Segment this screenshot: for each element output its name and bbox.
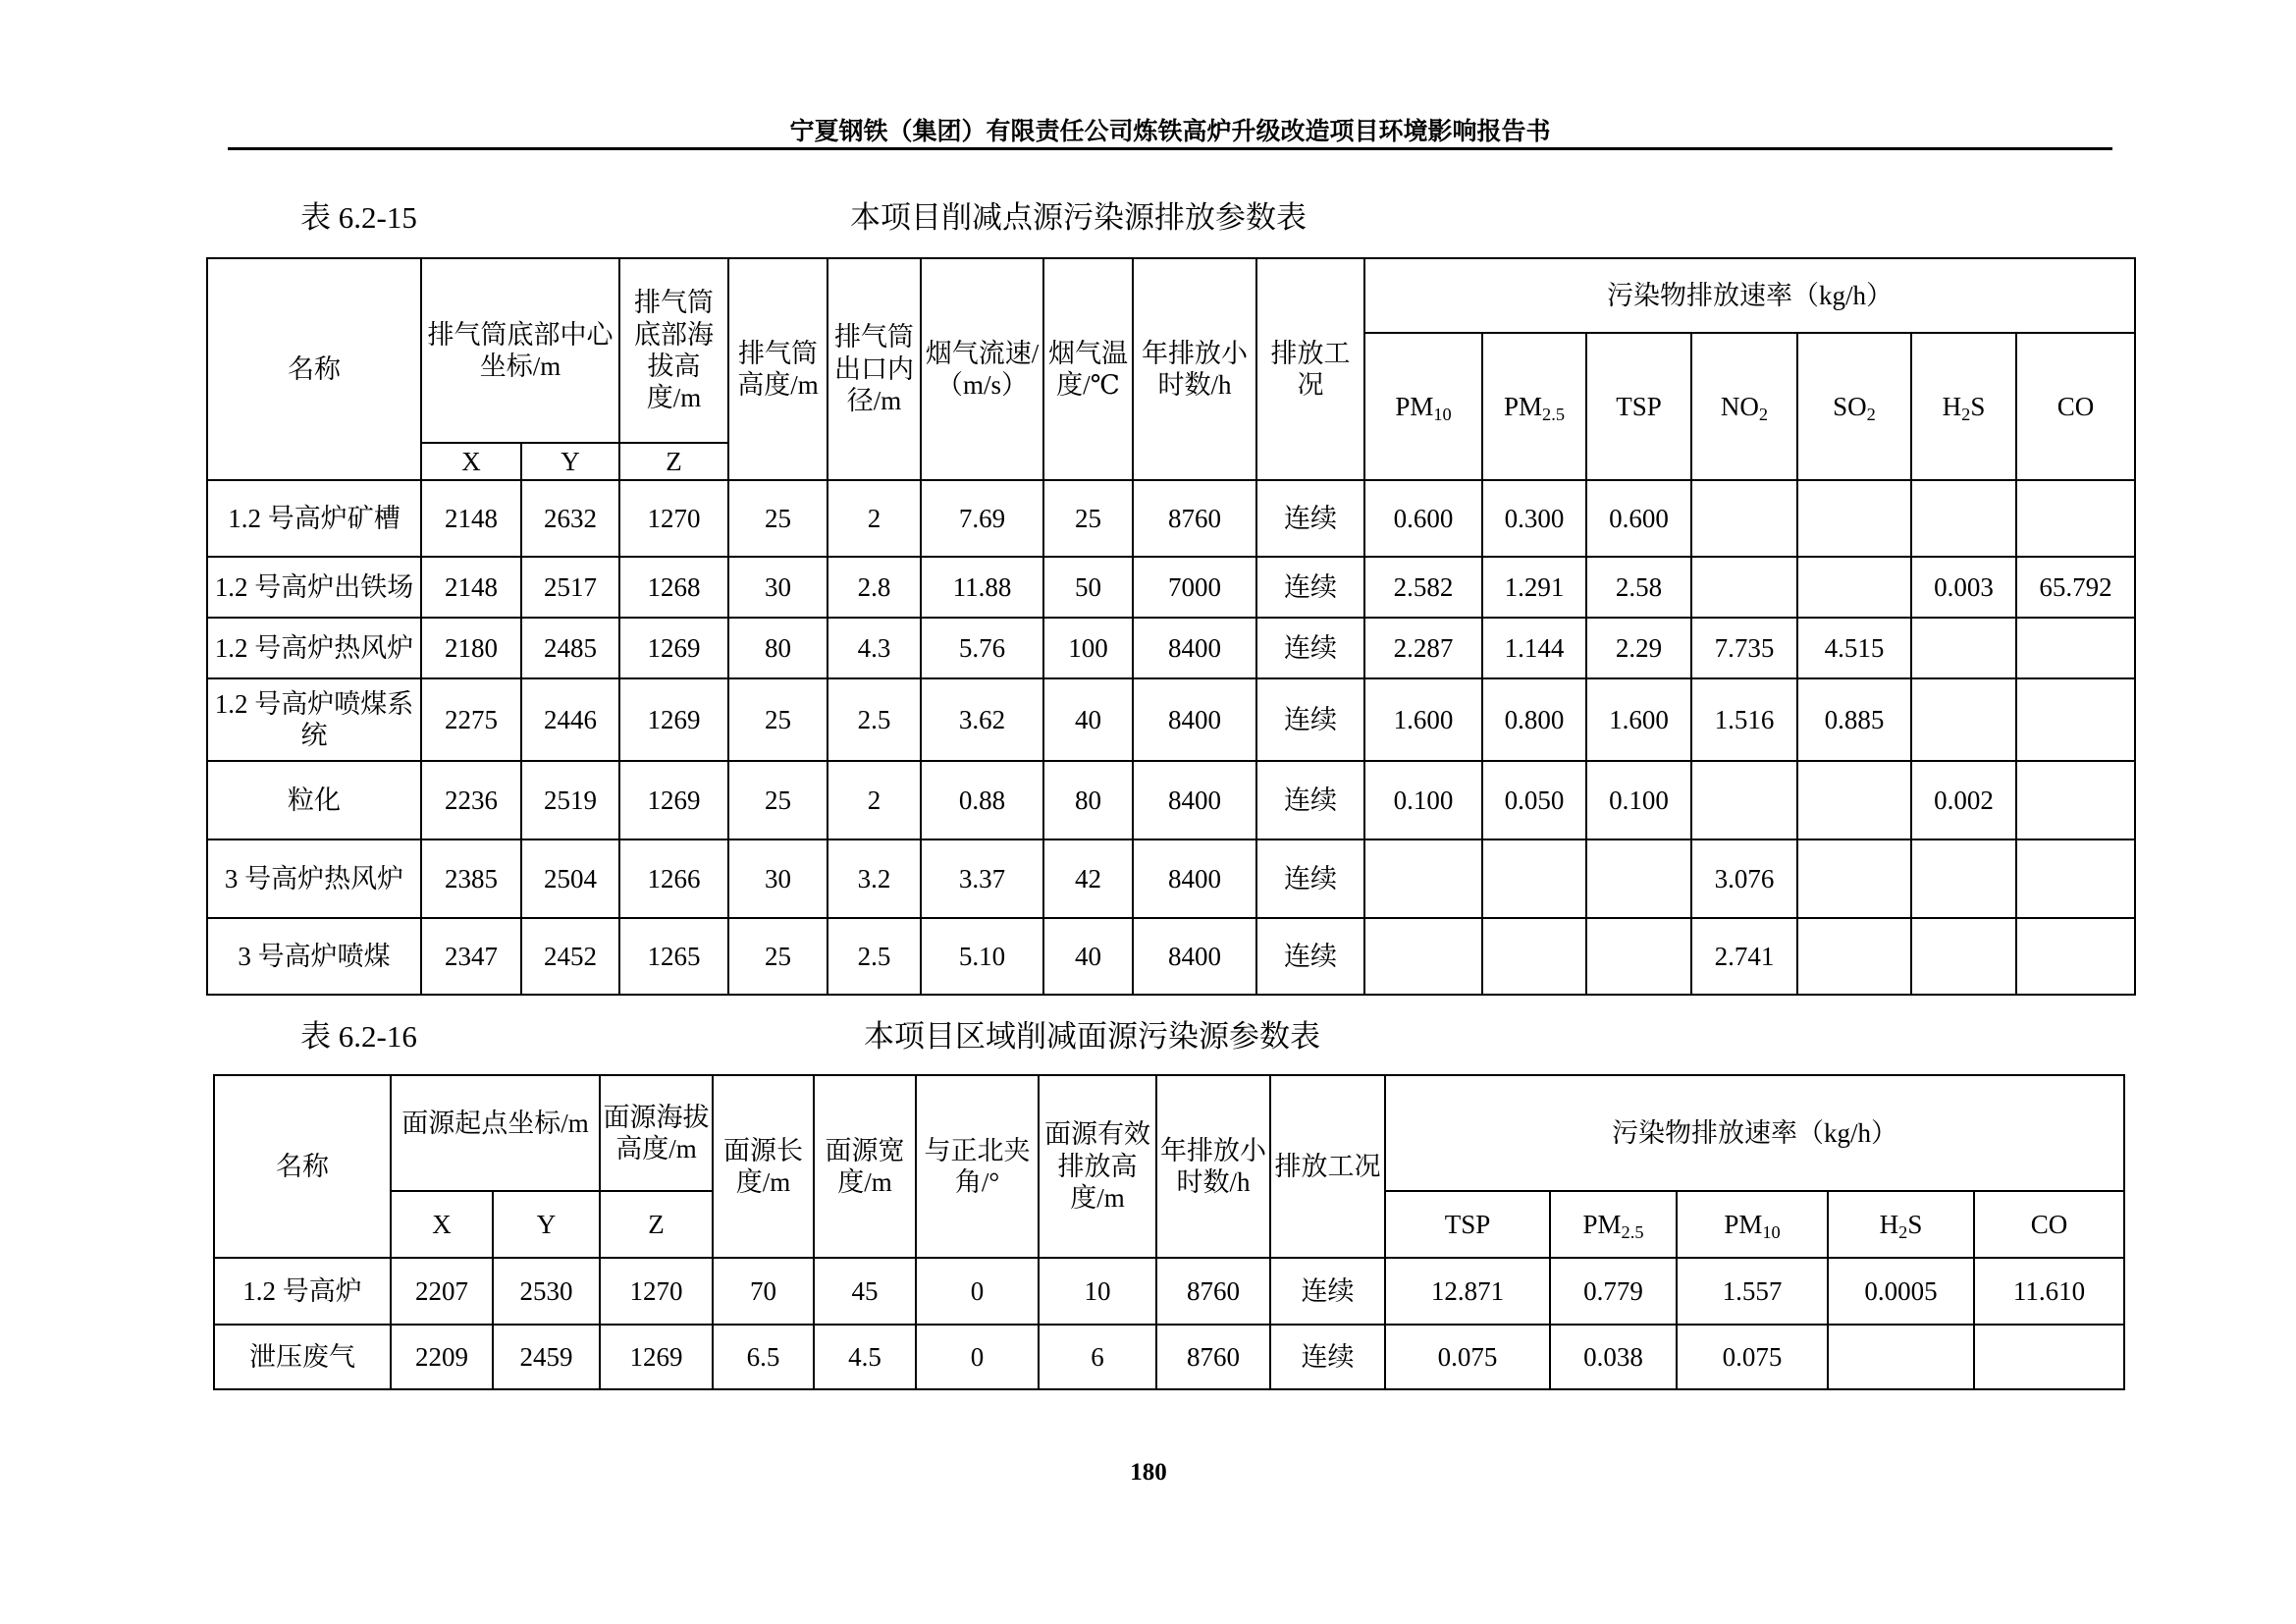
header-co: CO xyxy=(1974,1191,2124,1258)
cell-hours: 8760 xyxy=(1156,1325,1270,1389)
cell-no2 xyxy=(1691,480,1797,557)
cell-x: 2148 xyxy=(421,480,521,557)
cell-so2: 0.885 xyxy=(1797,678,1911,761)
cell-diameter: 2 xyxy=(828,761,921,839)
header-divider xyxy=(228,147,2112,150)
cell-co: 65.792 xyxy=(2016,557,2135,618)
cell-h2s xyxy=(1911,618,2016,678)
cell-z: 1266 xyxy=(619,839,728,918)
cell-x: 2385 xyxy=(421,839,521,918)
cell-tsp: 0.075 xyxy=(1385,1325,1550,1389)
cell-pm25: 0.779 xyxy=(1550,1258,1677,1325)
header-no2 xyxy=(1691,333,1797,480)
header-y: Y xyxy=(521,443,619,480)
cell-length: 70 xyxy=(713,1258,814,1325)
cell-pm10: 0.600 xyxy=(1364,480,1482,557)
cell-pm10: 2.582 xyxy=(1364,557,1482,618)
cell-pm10: 2.287 xyxy=(1364,618,1482,678)
header-co: CO xyxy=(2016,333,2135,480)
area-source-table xyxy=(213,1074,2125,1390)
cell-diameter: 2.8 xyxy=(828,557,921,618)
header-so2-sub: 2 xyxy=(1866,404,1876,424)
cell-hours: 8400 xyxy=(1133,918,1256,995)
header-elevation: 面源海拔高度/m xyxy=(600,1075,713,1191)
cell-condition: 连续 xyxy=(1256,839,1364,918)
header-h2s-base: H xyxy=(1942,391,1962,421)
cell-height: 25 xyxy=(728,761,828,839)
cell-h2s xyxy=(1911,678,2016,761)
cell-height: 80 xyxy=(728,618,828,678)
cell-condition: 连续 xyxy=(1256,678,1364,761)
cell-hours: 7000 xyxy=(1133,557,1256,618)
cell-hours: 8400 xyxy=(1133,839,1256,918)
table-row xyxy=(207,918,2135,995)
document-header-title: 宁夏钢铁（集团）有限责任公司炼铁高炉升级改造项目环境影响报告书 xyxy=(789,117,1551,145)
cell-pm10 xyxy=(1364,918,1482,995)
table-row xyxy=(207,678,2135,761)
table2-title: 本项目区域削减面源污染源参数表 xyxy=(864,1019,1320,1054)
header-pm25-base: PM xyxy=(1504,391,1543,421)
cell-tsp: 1.600 xyxy=(1586,678,1691,761)
cell-tsp: 0.600 xyxy=(1586,480,1691,557)
cell-h2s: 0.002 xyxy=(1911,761,2016,839)
cell-co xyxy=(2016,678,2135,761)
cell-no2: 1.516 xyxy=(1691,678,1797,761)
header-pm10-sub: 10 xyxy=(1433,404,1452,424)
cell-height: 30 xyxy=(728,839,828,918)
cell-so2: 4.515 xyxy=(1797,618,1911,678)
header-so2 xyxy=(1797,333,1911,480)
header-so2-base: SO xyxy=(1833,391,1867,421)
cell-temperature: 100 xyxy=(1043,618,1133,678)
header-pm25 xyxy=(1550,1191,1677,1258)
cell-velocity: 5.10 xyxy=(921,918,1043,995)
cell-x: 2209 xyxy=(391,1325,493,1389)
cell-h2s xyxy=(1828,1325,1974,1389)
cell-x: 2275 xyxy=(421,678,521,761)
cell-co xyxy=(2016,918,2135,995)
cell-temperature: 42 xyxy=(1043,839,1133,918)
header-annual-hours: 年排放小时数/h xyxy=(1133,258,1256,480)
cell-hours: 8760 xyxy=(1156,1258,1270,1325)
cell-so2 xyxy=(1797,761,1911,839)
cell-pm25 xyxy=(1482,918,1586,995)
cell-x: 2207 xyxy=(391,1258,493,1325)
header-elevation: 排气筒底部海拔高度/m xyxy=(619,258,728,443)
cell-tsp xyxy=(1586,839,1691,918)
cell-pm25: 0.038 xyxy=(1550,1325,1677,1389)
header-y: Y xyxy=(493,1191,600,1258)
cell-h2s xyxy=(1911,480,2016,557)
cell-y: 2446 xyxy=(521,678,619,761)
header-pm25-sub: 2.5 xyxy=(1542,404,1565,424)
cell-temperature: 40 xyxy=(1043,678,1133,761)
cell-y: 2504 xyxy=(521,839,619,918)
cell-so2 xyxy=(1797,918,1911,995)
header-length: 面源长度/m xyxy=(713,1075,814,1258)
cell-tsp: 2.29 xyxy=(1586,618,1691,678)
header-effective-height: 面源有效排放高度/m xyxy=(1039,1075,1156,1258)
cell-h2s xyxy=(1911,918,2016,995)
cell-no2: 3.076 xyxy=(1691,839,1797,918)
header-tsp: TSP xyxy=(1586,333,1691,480)
header-pm25-base: PM xyxy=(1582,1209,1622,1239)
cell-diameter: 3.2 xyxy=(828,839,921,918)
cell-condition: 连续 xyxy=(1270,1325,1385,1389)
header-coords: 排气筒底部中心坐标/m xyxy=(421,258,619,443)
table-row xyxy=(207,761,2135,839)
header-z: Z xyxy=(619,443,728,480)
header-emission-condition: 排放工况 xyxy=(1256,258,1364,480)
cell-height: 30 xyxy=(728,557,828,618)
cell-pm25: 1.144 xyxy=(1482,618,1586,678)
cell-name: 1.2 号高炉喷煤系统 xyxy=(207,678,421,761)
table-row xyxy=(214,1258,2124,1325)
cell-h2s: 0.003 xyxy=(1911,557,2016,618)
cell-tsp: 0.100 xyxy=(1586,761,1691,839)
cell-pm25: 0.050 xyxy=(1482,761,1586,839)
cell-pm10: 0.075 xyxy=(1677,1325,1828,1389)
cell-x: 2148 xyxy=(421,557,521,618)
cell-x: 2236 xyxy=(421,761,521,839)
cell-co xyxy=(2016,761,2135,839)
cell-hours: 8400 xyxy=(1133,761,1256,839)
cell-pm10: 1.600 xyxy=(1364,678,1482,761)
table2-number: 表 6.2-16 xyxy=(300,1019,417,1054)
cell-temperature: 50 xyxy=(1043,557,1133,618)
cell-name: 1.2 号高炉矿槽 xyxy=(207,480,421,557)
cell-y: 2452 xyxy=(521,918,619,995)
cell-tsp: 2.58 xyxy=(1586,557,1691,618)
header-pm25-sub: 2.5 xyxy=(1621,1221,1644,1242)
cell-condition: 连续 xyxy=(1256,557,1364,618)
header-pm10 xyxy=(1364,333,1482,480)
cell-co xyxy=(2016,480,2135,557)
cell-velocity: 7.69 xyxy=(921,480,1043,557)
header-width: 面源宽度/m xyxy=(814,1075,916,1258)
cell-so2 xyxy=(1797,557,1911,618)
cell-condition: 连续 xyxy=(1256,618,1364,678)
header-pm25 xyxy=(1482,333,1586,480)
cell-temperature: 25 xyxy=(1043,480,1133,557)
header-h2s-tail: S xyxy=(1970,391,1986,421)
cell-so2 xyxy=(1797,480,1911,557)
header-h2s-base: H xyxy=(1879,1209,1899,1239)
cell-tsp xyxy=(1586,918,1691,995)
cell-pm25: 0.300 xyxy=(1482,480,1586,557)
header-z: Z xyxy=(600,1191,713,1258)
cell-condition: 连续 xyxy=(1256,480,1364,557)
cell-velocity: 3.62 xyxy=(921,678,1043,761)
cell-pm10 xyxy=(1364,839,1482,918)
header-annual-hours: 年排放小时数/h xyxy=(1156,1075,1270,1258)
cell-z: 1269 xyxy=(619,618,728,678)
area-source-table-body xyxy=(214,1258,2124,1389)
cell-hours: 8400 xyxy=(1133,678,1256,761)
cell-velocity: 0.88 xyxy=(921,761,1043,839)
cell-hours: 8400 xyxy=(1133,618,1256,678)
cell-width: 45 xyxy=(814,1258,916,1325)
cell-co xyxy=(1974,1325,2124,1389)
cell-hours: 8760 xyxy=(1133,480,1256,557)
cell-angle: 0 xyxy=(916,1325,1039,1389)
cell-z: 1269 xyxy=(619,761,728,839)
cell-velocity: 5.76 xyxy=(921,618,1043,678)
cell-h2s xyxy=(1911,839,2016,918)
cell-z: 1270 xyxy=(619,480,728,557)
header-name: 名称 xyxy=(214,1075,391,1258)
cell-height: 25 xyxy=(728,480,828,557)
cell-pm25: 0.800 xyxy=(1482,678,1586,761)
header-tsp: TSP xyxy=(1385,1191,1550,1258)
cell-name: 1.2 号高炉热风炉 xyxy=(207,618,421,678)
table-row xyxy=(214,1325,2124,1389)
cell-name: 3 号高炉热风炉 xyxy=(207,839,421,918)
cell-name: 1.2 号高炉出铁场 xyxy=(207,557,421,618)
cell-name: 粒化 xyxy=(207,761,421,839)
table-row xyxy=(207,557,2135,618)
cell-diameter: 4.3 xyxy=(828,618,921,678)
header-stack-height: 排气筒高度/m xyxy=(728,258,828,480)
cell-co: 11.610 xyxy=(1974,1258,2124,1325)
cell-no2 xyxy=(1691,761,1797,839)
header-x: X xyxy=(421,443,521,480)
cell-height: 25 xyxy=(728,918,828,995)
cell-pm25 xyxy=(1482,839,1586,918)
table1-number: 表 6.2-15 xyxy=(300,200,417,235)
header-pm10-base: PM xyxy=(1724,1209,1763,1239)
header-pm10-base: PM xyxy=(1395,391,1434,421)
cell-name: 泄压废气 xyxy=(214,1325,391,1389)
cell-length: 6.5 xyxy=(713,1325,814,1389)
cell-width: 4.5 xyxy=(814,1325,916,1389)
cell-y: 2517 xyxy=(521,557,619,618)
cell-y: 2459 xyxy=(493,1325,600,1389)
header-pm10 xyxy=(1677,1191,1828,1258)
header-h2s-tail: S xyxy=(1907,1209,1923,1239)
header-coords: 面源起点坐标/m xyxy=(391,1075,600,1191)
header-x: X xyxy=(391,1191,493,1258)
header-h2s xyxy=(1911,333,2016,480)
cell-y: 2485 xyxy=(521,618,619,678)
header-north-angle: 与正北夹角/° xyxy=(916,1075,1039,1258)
cell-condition: 连续 xyxy=(1270,1258,1385,1325)
cell-pm10: 1.557 xyxy=(1677,1258,1828,1325)
point-source-table-body xyxy=(207,480,2135,995)
cell-so2 xyxy=(1797,839,1911,918)
header-stack-diameter: 排气筒出口内径/m xyxy=(828,258,921,480)
table-row xyxy=(207,480,2135,557)
cell-y: 2519 xyxy=(521,761,619,839)
cell-diameter: 2 xyxy=(828,480,921,557)
header-emission-condition: 排放工况 xyxy=(1270,1075,1385,1258)
cell-no2: 2.741 xyxy=(1691,918,1797,995)
cell-z: 1269 xyxy=(600,1325,713,1389)
cell-velocity: 3.37 xyxy=(921,839,1043,918)
cell-x: 2180 xyxy=(421,618,521,678)
cell-z: 1268 xyxy=(619,557,728,618)
cell-name: 1.2 号高炉 xyxy=(214,1258,391,1325)
cell-temperature: 40 xyxy=(1043,918,1133,995)
table1-title: 本项目削减点源污染源排放参数表 xyxy=(850,200,1307,235)
cell-condition: 连续 xyxy=(1256,918,1364,995)
cell-temperature: 80 xyxy=(1043,761,1133,839)
cell-pm10: 0.100 xyxy=(1364,761,1482,839)
header-no2-sub: 2 xyxy=(1758,404,1769,424)
cell-x: 2347 xyxy=(421,918,521,995)
cell-angle: 0 xyxy=(916,1258,1039,1325)
cell-name: 3 号高炉喷煤 xyxy=(207,918,421,995)
header-h2s-sub: 2 xyxy=(1898,1221,1908,1242)
header-emission-rate-group: 污染物排放速率（kg/h） xyxy=(1364,258,2135,333)
header-no2-base: NO xyxy=(1720,391,1759,421)
cell-pm25: 1.291 xyxy=(1482,557,1586,618)
cell-co xyxy=(2016,839,2135,918)
cell-height: 25 xyxy=(728,678,828,761)
header-h2s xyxy=(1828,1191,1974,1258)
page-number: 180 xyxy=(1130,1459,1167,1486)
header-flue-velocity: 烟气流速/（m/s） xyxy=(921,258,1043,480)
cell-z: 1269 xyxy=(619,678,728,761)
header-emission-rate-group: 污染物排放速率（kg/h） xyxy=(1385,1075,2124,1191)
cell-z: 1265 xyxy=(619,918,728,995)
header-flue-temperature: 烟气温度/℃ xyxy=(1043,258,1133,480)
header-name: 名称 xyxy=(207,258,421,480)
cell-y: 2632 xyxy=(521,480,619,557)
cell-h2s: 0.0005 xyxy=(1828,1258,1974,1325)
cell-effective-height: 10 xyxy=(1039,1258,1156,1325)
cell-tsp: 12.871 xyxy=(1385,1258,1550,1325)
cell-no2 xyxy=(1691,557,1797,618)
cell-no2: 7.735 xyxy=(1691,618,1797,678)
cell-y: 2530 xyxy=(493,1258,600,1325)
cell-z: 1270 xyxy=(600,1258,713,1325)
cell-effective-height: 6 xyxy=(1039,1325,1156,1389)
cell-diameter: 2.5 xyxy=(828,678,921,761)
table-row xyxy=(207,618,2135,678)
header-h2s-sub: 2 xyxy=(1961,404,1971,424)
point-source-table xyxy=(206,257,2136,996)
header-pm10-sub: 10 xyxy=(1762,1221,1781,1242)
cell-condition: 连续 xyxy=(1256,761,1364,839)
cell-co xyxy=(2016,618,2135,678)
table-row xyxy=(207,839,2135,918)
cell-diameter: 2.5 xyxy=(828,918,921,995)
cell-velocity: 11.88 xyxy=(921,557,1043,618)
